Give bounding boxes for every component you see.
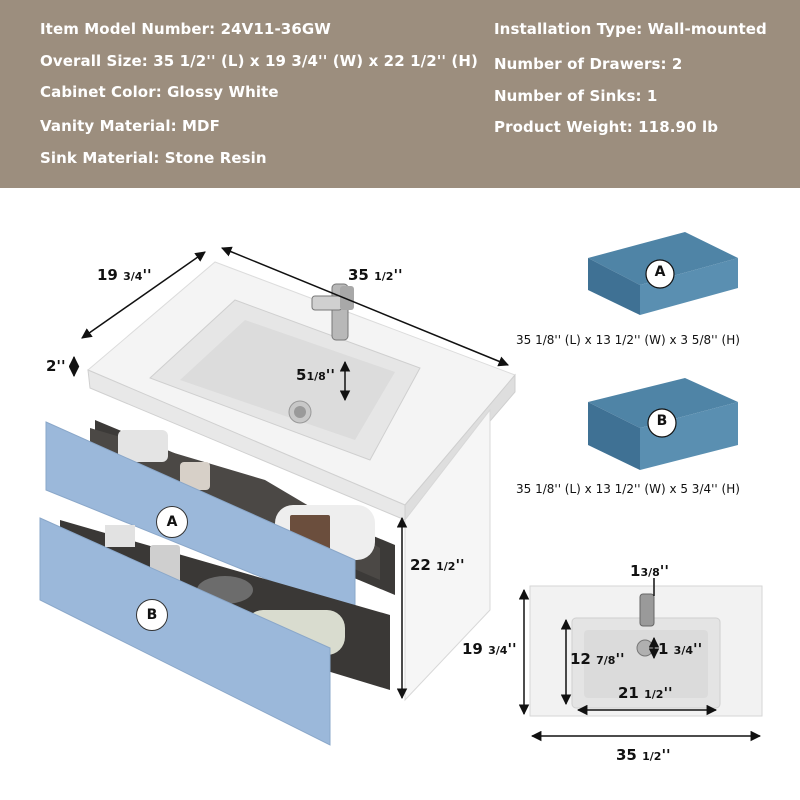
spec-color: Cabinet Color: Glossy White (40, 83, 279, 101)
spec-vanity-material: Vanity Material: MDF (40, 117, 220, 135)
dim-top-depth: 19 3/4'' (462, 640, 517, 658)
dim-top-basin-depth: 12 7/8'' (570, 650, 625, 668)
spec-installation: Installation Type: Wall-mounted (494, 20, 767, 38)
dim-drain-offset: 1 3/4'' (658, 640, 703, 658)
dim-top-width: 35 1/2'' (616, 746, 671, 764)
spec-sink-material: Sink Material: Stone Resin (40, 149, 267, 167)
drawer-a-label: A (156, 506, 188, 538)
spec-drawers: Number of Drawers: 2 (494, 55, 683, 73)
spec-sinks: Number of Sinks: 1 (494, 87, 658, 105)
dim-width: 35 1/2'' (348, 266, 403, 284)
dim-faucet-offset: 13/8'' (630, 562, 669, 580)
dim-top-thickness: 2'' (46, 357, 66, 375)
drawer-box-a-letter: A (654, 264, 666, 280)
spec-model: Item Model Number: 24V11-36GW (40, 20, 331, 38)
drawer-box-b-letter: B (656, 413, 668, 429)
spec-weight: Product Weight: 118.90 lb (494, 118, 719, 136)
dim-top-basin-width: 21 1/2'' (618, 684, 673, 702)
drawer-b-label: B (136, 599, 168, 631)
drawer-a-size: 35 1/8'' (L) x 13 1/2'' (W) x 3 5/8'' (H) (516, 333, 740, 347)
dim-height: 22 1/2'' (410, 556, 465, 574)
dim-depth: 19 3/4'' (97, 266, 152, 284)
drawer-b-size: 35 1/8'' (L) x 13 1/2'' (W) x 5 3/4'' (H) (516, 482, 740, 496)
dim-basin-depth: 51/8'' (296, 366, 335, 384)
spec-size: Overall Size: 35 1/2'' (L) x 19 3/4'' (W) x 22 1/2'' (H) (40, 52, 478, 70)
